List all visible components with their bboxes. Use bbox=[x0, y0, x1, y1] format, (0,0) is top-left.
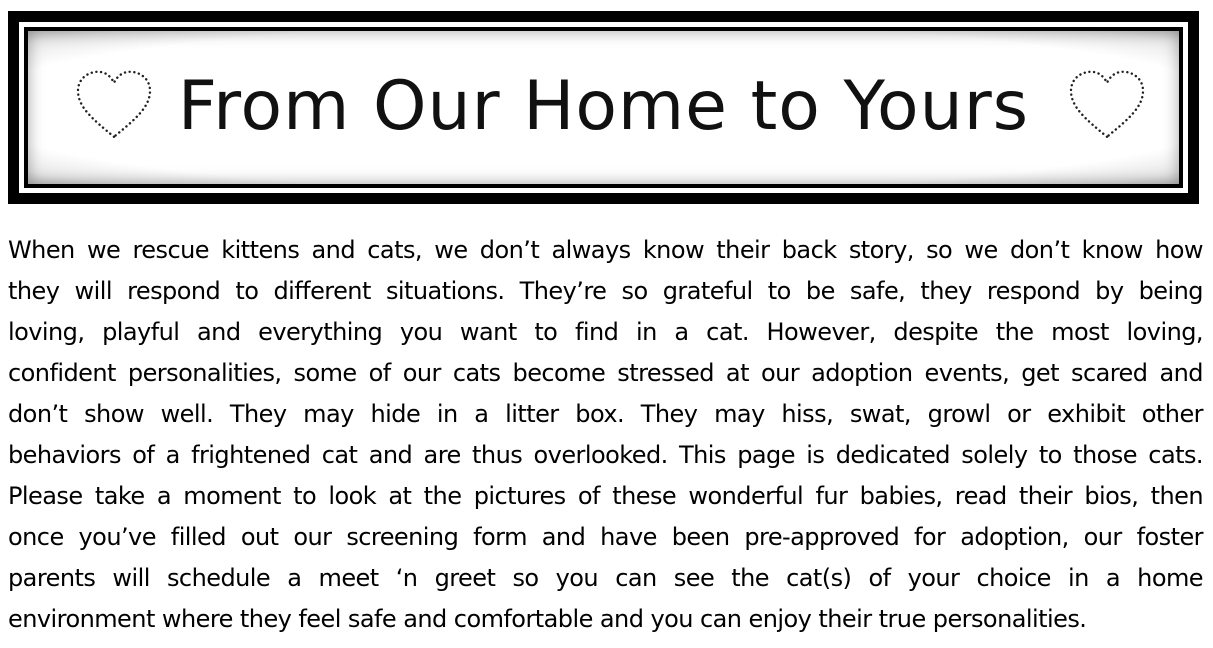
paragraph-line: don’t show well. They may hide in a litter box. They may hiss, swat, growl or exhibit other bbox=[8, 400, 1203, 428]
paragraph-line: behaviors of a frightened cat and are thus overlooked. This page is dedicated solely to those cats. bbox=[8, 441, 1203, 469]
paragraph-line: When we rescue kittens and cats, we don’t always know their back story, so we don’t know how bbox=[8, 236, 1203, 264]
dotted-heart-icon bbox=[1067, 68, 1147, 142]
paragraph-line: they will respond to different situations. They’re so grateful to be safe, they respond by being bbox=[8, 277, 1203, 305]
paragraph-line: parents will schedule a meet ‘n greet so you can see the cat(s) of your choice in a home bbox=[8, 564, 1203, 592]
banner-inner-border bbox=[19, 22, 1188, 193]
banner-frame bbox=[24, 27, 1183, 188]
banner-face bbox=[28, 31, 1179, 184]
intro-paragraph bbox=[8, 230, 1203, 640]
paragraph-line: Please take a moment to look at the pictures of these wonderful fur babies, read their bios, then bbox=[8, 482, 1203, 510]
paragraph-line: confident personalities, some of our cats become stressed at our adoption events, get scared and bbox=[8, 359, 1203, 387]
paragraph-line: loving, playful and everything you want to find in a cat. However, despite the most loving, bbox=[8, 318, 1203, 346]
paragraph-line: environment where they feel safe and comfortable and you can enjoy their true personalities. bbox=[8, 605, 1087, 633]
title-banner bbox=[8, 11, 1199, 204]
banner-title: From Our Home to Yours bbox=[177, 66, 1030, 146]
paragraph-line: once you’ve filled out our screening form and have been pre-approved for adoption, our foster bbox=[8, 523, 1203, 551]
